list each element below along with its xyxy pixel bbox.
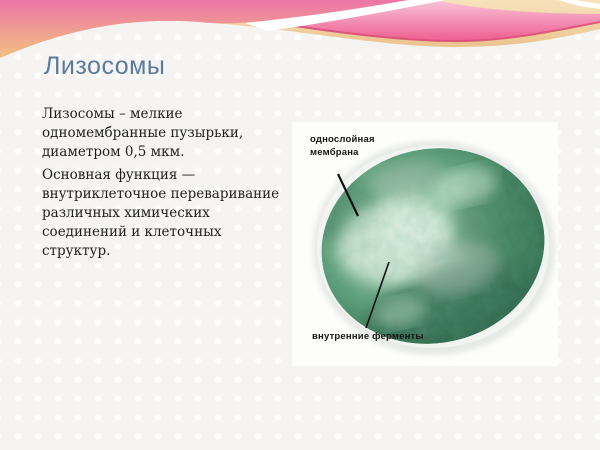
enzymes-label: внутренние ферменты xyxy=(312,331,424,342)
membrane-label-line: однослойная xyxy=(310,134,375,145)
text-line: диаметром 0,5 мкм. xyxy=(42,144,185,160)
paragraph-function xyxy=(42,166,294,261)
text-line: различных химических xyxy=(42,205,210,221)
lysosome-figure xyxy=(292,122,558,366)
text-line: соединений и клеточных xyxy=(42,224,222,240)
text-line: внутриклеточное переваривание xyxy=(42,186,280,202)
slide-title: Лизосомы xyxy=(44,52,166,80)
text-line: Основная функция — xyxy=(42,167,196,183)
paragraph-definition xyxy=(42,105,294,162)
text-line: Лизосомы – мелкие xyxy=(42,106,183,122)
text-line: структур. xyxy=(42,243,111,259)
body-text xyxy=(42,105,294,265)
header-wave-decoration xyxy=(0,0,600,100)
text-line: одномембранные пузырьки, xyxy=(42,125,244,141)
membrane-label-line: мембрана xyxy=(310,146,359,158)
membrane-label xyxy=(310,134,375,160)
